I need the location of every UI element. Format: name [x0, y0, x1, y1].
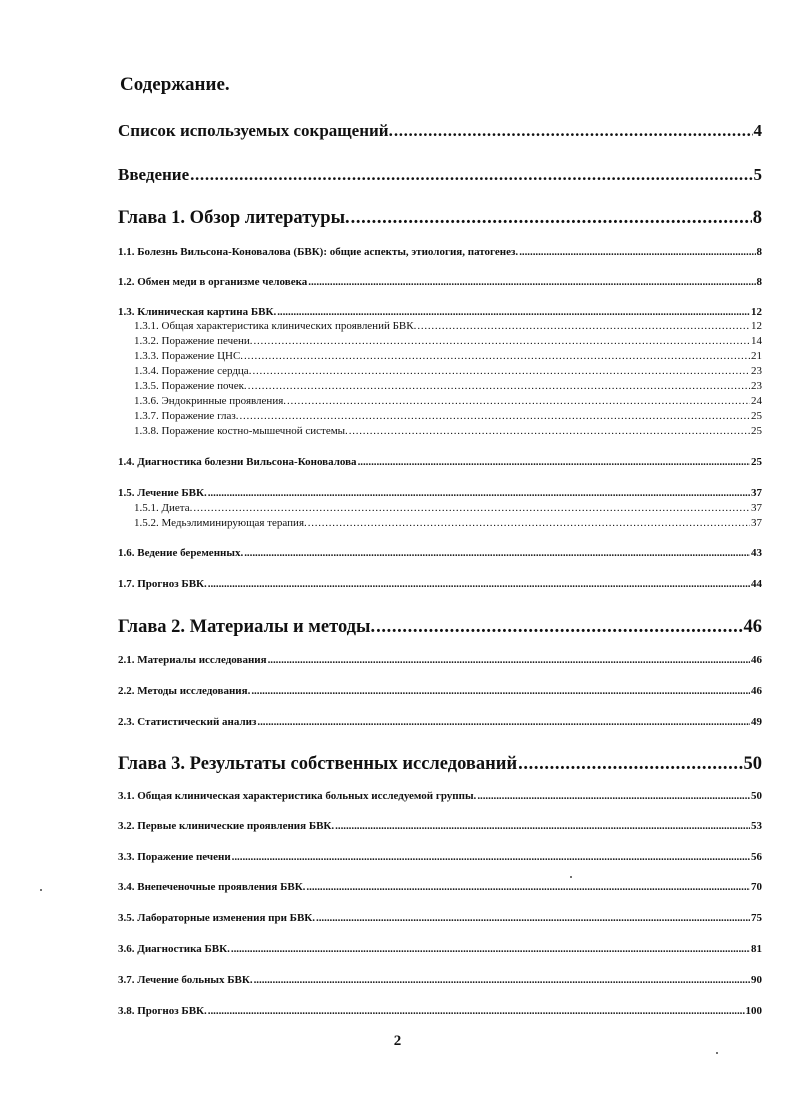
toc-entry-label: Глава 3. Результаты собственных исследований — [118, 754, 518, 774]
toc-entry-label: 2.1. Материалы исследования — [118, 654, 267, 666]
toc-entry-page: 100 — [745, 1005, 762, 1017]
toc-entry-label: 2.2. Методы исследования. — [118, 685, 251, 697]
toc-entry — [134, 365, 762, 377]
dot-leader — [254, 335, 750, 347]
toc-entry-label: 3.5. Лабораторные изменения при БВК. — [118, 912, 316, 924]
toc-entry — [118, 1005, 762, 1017]
toc-entry-label: 3.1. Общая клиническая характеристика больных исследуемой группы. — [118, 790, 477, 802]
dot-leader — [208, 487, 750, 499]
dot-leader — [208, 578, 750, 590]
dot-leader — [287, 395, 750, 407]
toc-entry-label: 1.3.7. Поражение глаз. — [134, 410, 239, 422]
toc-entry-page: 4 — [753, 121, 762, 140]
toc-entry-page: 49 — [751, 716, 762, 728]
toc-entry-page: 75 — [751, 912, 762, 924]
toc-entry — [118, 208, 762, 229]
dot-leader — [193, 502, 750, 514]
toc-entry — [118, 547, 762, 559]
toc-entry — [118, 754, 762, 775]
toc-entry-page: 8 — [756, 276, 762, 288]
toc-entry — [118, 943, 762, 955]
toc-entry — [134, 395, 762, 407]
toc-entry-label: 2.3. Статистический анализ — [118, 716, 257, 728]
toc-entry — [118, 456, 762, 468]
toc-entry-page: 46 — [751, 654, 762, 666]
dot-leader — [335, 820, 750, 832]
toc-entry-page: 90 — [751, 974, 762, 986]
toc-entry-page: 8 — [752, 208, 762, 228]
toc-entry-page: 25 — [751, 425, 762, 437]
dot-leader — [277, 306, 750, 318]
toc-entry — [134, 380, 762, 392]
toc-entry-label: 1.3.6. Эндокринные проявления. — [134, 395, 287, 407]
dot-leader — [351, 208, 752, 229]
toc-entry — [118, 578, 762, 590]
dot-leader — [257, 716, 750, 728]
toc-entry-label: Введение — [118, 165, 190, 184]
toc-entry — [118, 165, 762, 185]
dot-leader — [248, 380, 750, 392]
toc-entry-page: 25 — [751, 410, 762, 422]
toc-entry — [118, 974, 762, 986]
toc-entry — [118, 306, 762, 318]
toc-entry — [118, 716, 762, 728]
toc-entry-label: 1.7. Прогноз БВК. — [118, 578, 207, 590]
toc-entry-page: 23 — [751, 380, 762, 392]
dot-leader — [240, 410, 751, 422]
dot-leader — [306, 881, 750, 893]
dot-leader — [316, 912, 750, 924]
toc-entry-page: 37 — [751, 517, 762, 529]
toc-entry — [118, 246, 762, 258]
dot-leader — [417, 320, 750, 332]
dot-leader — [251, 685, 750, 697]
toc-entry — [118, 912, 762, 924]
toc-entry-label: 1.6. Ведение беременных. — [118, 547, 244, 559]
toc-entry-page: 12 — [751, 320, 762, 332]
toc-entry-page: 8 — [756, 246, 762, 258]
toc-entry — [118, 851, 762, 863]
toc-entry-label: 3.6. Диагностика БВК. — [118, 943, 230, 955]
scan-speck — [716, 1052, 718, 1054]
toc-entry-label: 1.2. Обмен меди в организме человека — [118, 276, 308, 288]
toc-entry-page: 25 — [751, 456, 762, 468]
dot-leader — [308, 517, 750, 529]
page-number: 2 — [393, 1033, 402, 1049]
toc-entry — [118, 685, 762, 697]
toc-entry — [134, 350, 762, 362]
dot-leader — [349, 425, 750, 437]
toc-entry — [118, 654, 762, 666]
toc-entry-page: 81 — [751, 943, 762, 955]
toc-entry — [118, 617, 762, 638]
dot-leader — [518, 754, 742, 775]
toc-entry-label: 1.3. Клиническая картина БВК. — [118, 306, 277, 318]
dot-leader — [208, 1005, 745, 1017]
toc-entry — [118, 487, 762, 499]
toc-entry-label: 3.7. Лечение больных БВК. — [118, 974, 253, 986]
toc-entry — [134, 425, 762, 437]
dot-leader — [358, 456, 750, 468]
toc-entry-label: 3.8. Прогноз БВК. — [118, 1005, 207, 1017]
toc-entry-label: 1.1. Болезнь Вильсона-Коновалова (БВК): общие аспекты, этиология, патогенез. — [118, 246, 519, 258]
toc-entry-page: 53 — [751, 820, 762, 832]
toc-entry-page: 37 — [751, 502, 762, 514]
toc-entry — [118, 121, 762, 141]
toc-entry — [134, 517, 762, 529]
toc-entry — [134, 502, 762, 514]
dot-leader — [376, 617, 742, 638]
toc-entry-label: 1.3.1. Общая характеристика клинических проявлений БВК. — [134, 320, 417, 332]
toc-entry — [134, 410, 762, 422]
toc-entry-label: Список используемых сокращений. — [118, 121, 393, 140]
dot-leader — [394, 121, 753, 141]
toc-entry-label: 1.3.2. Поражение печени. — [134, 335, 253, 347]
toc-entry-label: 3.3. Поражение печени — [118, 851, 231, 863]
dot-leader — [244, 350, 750, 362]
dot-leader — [308, 276, 755, 288]
toc-entry — [118, 820, 762, 832]
dot-leader — [254, 974, 750, 986]
dot-leader — [477, 790, 750, 802]
dot-leader — [190, 165, 752, 185]
toc-entry-page: 14 — [751, 335, 762, 347]
toc-entry-page: 44 — [751, 578, 762, 590]
toc-entry — [118, 790, 762, 802]
toc-entry-page: 24 — [751, 395, 762, 407]
toc-entry-label: 1.5.1. Диета. — [134, 502, 193, 514]
toc-entry-label: Глава 1. Обзор литературы. — [118, 208, 350, 228]
toc-entry-page: 23 — [751, 365, 762, 377]
toc-entry-page: 70 — [751, 881, 762, 893]
toc-title: Содержание. — [120, 74, 230, 95]
toc-entry-label: 1.3.8. Поражение костно-мышечной системы. — [134, 425, 348, 437]
toc-entry-page: 50 — [751, 790, 762, 802]
toc-entry-label: 1.3.4. Поражение сердца. — [134, 365, 252, 377]
dot-leader — [252, 365, 750, 377]
dot-leader — [231, 943, 750, 955]
toc-entry — [134, 335, 762, 347]
toc-entry-page: 46 — [743, 617, 762, 637]
toc-entry — [134, 320, 762, 332]
toc-entry-label: Глава 2. Материалы и методы. — [118, 617, 376, 637]
dot-leader — [232, 851, 750, 863]
toc-entry-page: 46 — [751, 685, 762, 697]
toc-entry-label: 3.4. Внепеченочные проявления БВК. — [118, 881, 306, 893]
toc-entry-page: 50 — [743, 754, 762, 774]
scan-speck — [570, 876, 572, 878]
toc-entry-label: 3.2. Первые клинические проявления БВК. — [118, 820, 335, 832]
toc-entry — [118, 881, 762, 893]
toc-entry-page: 43 — [751, 547, 762, 559]
scan-speck — [40, 889, 42, 891]
dot-leader — [519, 246, 755, 258]
toc-entry-page: 12 — [751, 306, 762, 318]
toc-entry-page: 56 — [751, 851, 762, 863]
toc-entry-label: 1.3.5. Поражение почек. — [134, 380, 247, 392]
toc-entry-page: 21 — [751, 350, 762, 362]
dot-leader — [268, 654, 750, 666]
toc-entry-page: 5 — [753, 165, 762, 184]
toc-entry-page: 37 — [751, 487, 762, 499]
toc-entry-label: 1.3.3. Поражение ЦНС. — [134, 350, 244, 362]
toc-entry-label: 1.5.2. Медьэлиминирующая терапия. — [134, 517, 307, 529]
toc-entry-label: 1.5. Лечение БВК. — [118, 487, 207, 499]
toc-entry-label: 1.4. Диагностика болезни Вильсона-Коновалова — [118, 456, 357, 468]
toc-entry — [118, 276, 762, 288]
dot-leader — [244, 547, 750, 559]
